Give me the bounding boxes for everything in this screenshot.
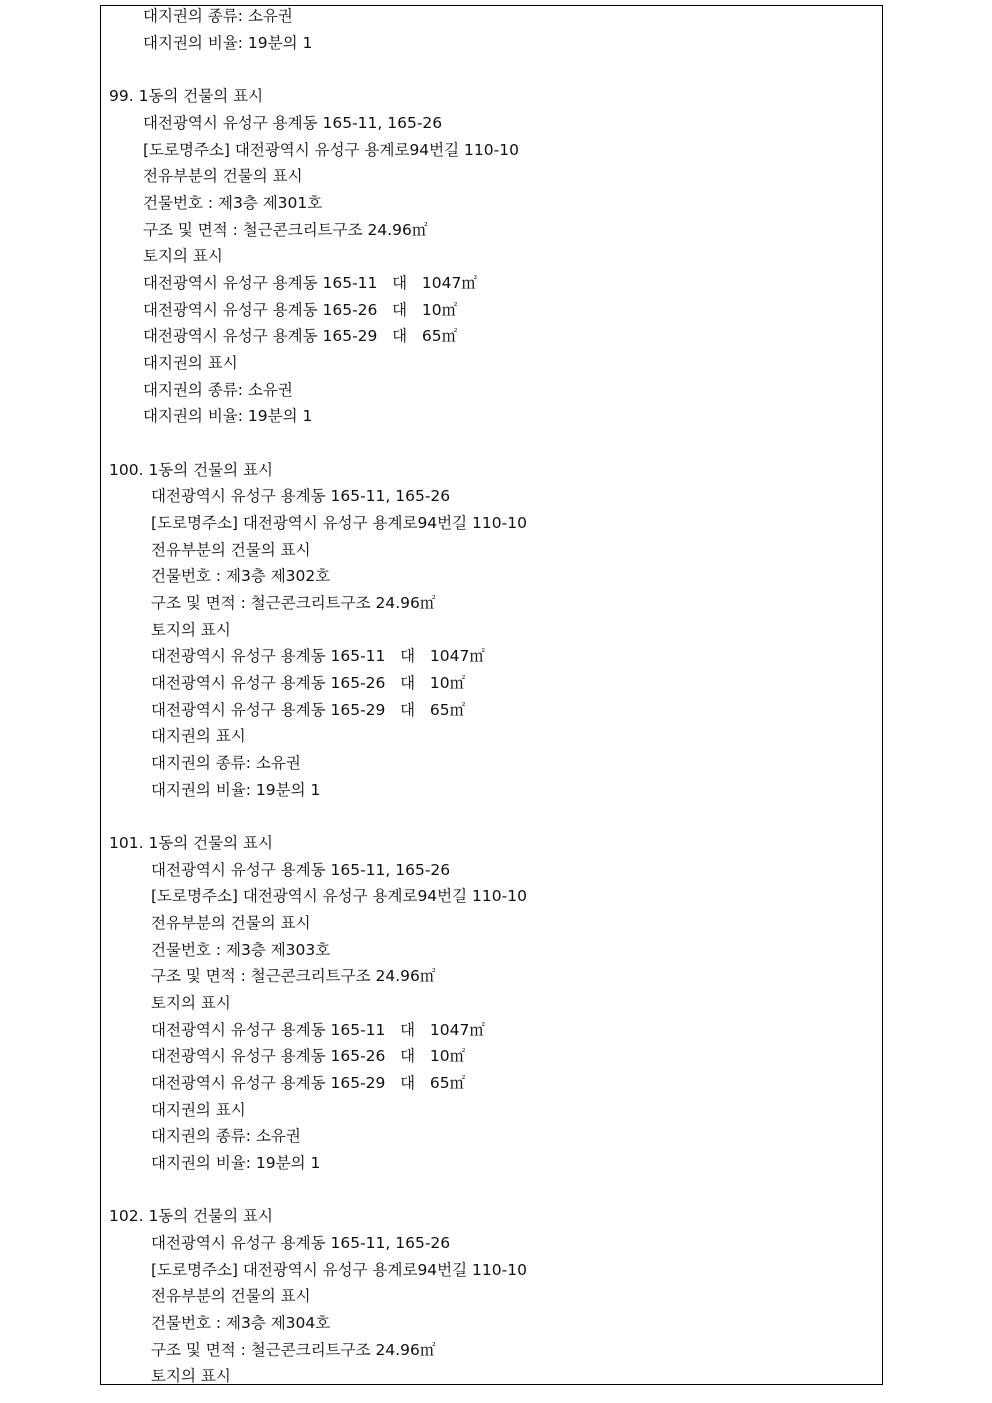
section-101-building-address: 대전광역시 유성구 용계동 165-11, 165-26 (151, 861, 451, 879)
section-100-land-heading: 토지의 표시 (151, 621, 231, 639)
section-99-road-address: [도로명주소] 대전광역시 유성구 용계로94번길 110-10 (143, 141, 519, 159)
section-100-land-right-ratio: 대지권의 비율: 19분의 1 (151, 781, 321, 799)
section-101-land-parcel-1: 대전광역시 유성구 용계동 165-11 대 1047㎡ (151, 1021, 485, 1039)
section-101-land-parcel-3: 대전광역시 유성구 용계동 165-29 대 65㎡ (151, 1074, 466, 1092)
section-99-building-address: 대전광역시 유성구 용계동 165-11, 165-26 (143, 114, 443, 132)
section-100-land-parcel-1: 대전광역시 유성구 용계동 165-11 대 1047㎡ (151, 647, 485, 665)
section-100-land-right-heading: 대지권의 표시 (151, 727, 246, 745)
section-100-road-address: [도로명주소] 대전광역시 유성구 용계로94번길 110-10 (151, 514, 527, 532)
section-102-unit-heading: 전유부분의 건물의 표시 (151, 1287, 311, 1305)
section-99-land-heading: 토지의 표시 (143, 247, 223, 265)
section-99-land-parcel-2: 대전광역시 유성구 용계동 165-26 대 10㎡ (143, 301, 458, 319)
section-101-unit-heading: 전유부분의 건물의 표시 (151, 914, 311, 932)
section-100-land-parcel-3: 대전광역시 유성구 용계동 165-29 대 65㎡ (151, 701, 466, 719)
section-102-road-address: [도로명주소] 대전광역시 유성구 용계로94번길 110-10 (151, 1261, 527, 1279)
section-101-land-right-type: 대지권의 종류: 소유권 (151, 1127, 301, 1145)
section-99-land-right-heading: 대지권의 표시 (143, 354, 238, 372)
document-page (100, 5, 883, 1385)
section-102-building-address: 대전광역시 유성구 용계동 165-11, 165-26 (151, 1234, 451, 1252)
prev-land-right-ratio: 대지권의 비율: 19분의 1 (143, 34, 313, 52)
section-101-structure-area: 구조 및 면적 : 철근콘크리트구조 24.96㎡ (151, 967, 436, 985)
section-101-land-parcel-2: 대전광역시 유성구 용계동 165-26 대 10㎡ (151, 1047, 466, 1065)
section-99-land-parcel-1: 대전광역시 유성구 용계동 165-11 대 1047㎡ (143, 274, 477, 292)
section-100-title: 100. 1동의 건물의 표시 (109, 461, 273, 479)
section-102-structure-area: 구조 및 면적 : 철근콘크리트구조 24.96㎡ (151, 1341, 436, 1359)
section-100-structure-area: 구조 및 면적 : 철근콘크리트구조 24.96㎡ (151, 594, 436, 612)
section-101-road-address: [도로명주소] 대전광역시 유성구 용계로94번길 110-10 (151, 887, 527, 905)
section-101-unit-number: 건물번호 : 제3층 제303호 (151, 941, 331, 959)
section-102-unit-number: 건물번호 : 제3층 제304호 (151, 1314, 331, 1332)
section-99-land-parcel-3: 대전광역시 유성구 용계동 165-29 대 65㎡ (143, 327, 458, 345)
section-100-building-address: 대전광역시 유성구 용계동 165-11, 165-26 (151, 487, 451, 505)
prev-land-right-type: 대지권의 종류: 소유권 (143, 7, 293, 25)
section-102-land-heading: 토지의 표시 (151, 1367, 231, 1385)
section-100-unit-heading: 전유부분의 건물의 표시 (151, 541, 311, 559)
section-102-title: 102. 1동의 건물의 표시 (109, 1207, 273, 1225)
section-101-land-right-heading: 대지권의 표시 (151, 1101, 246, 1119)
section-99-unit-heading: 전유부분의 건물의 표시 (143, 167, 303, 185)
section-101-title: 101. 1동의 건물의 표시 (109, 834, 273, 852)
section-100-unit-number: 건물번호 : 제3층 제302호 (151, 567, 331, 585)
section-101-land-heading: 토지의 표시 (151, 994, 231, 1012)
section-99-land-right-type: 대지권의 종류: 소유권 (143, 381, 293, 399)
section-100-land-parcel-2: 대전광역시 유성구 용계동 165-26 대 10㎡ (151, 674, 466, 692)
section-101-land-right-ratio: 대지권의 비율: 19분의 1 (151, 1154, 321, 1172)
section-99-structure-area: 구조 및 면적 : 철근콘크리트구조 24.96㎡ (143, 221, 428, 239)
section-99-unit-number: 건물번호 : 제3층 제301호 (143, 194, 323, 212)
section-99-land-right-ratio: 대지권의 비율: 19분의 1 (143, 407, 313, 425)
section-100-land-right-type: 대지권의 종류: 소유권 (151, 754, 301, 772)
section-99-title: 99. 1동의 건물의 표시 (109, 87, 264, 105)
